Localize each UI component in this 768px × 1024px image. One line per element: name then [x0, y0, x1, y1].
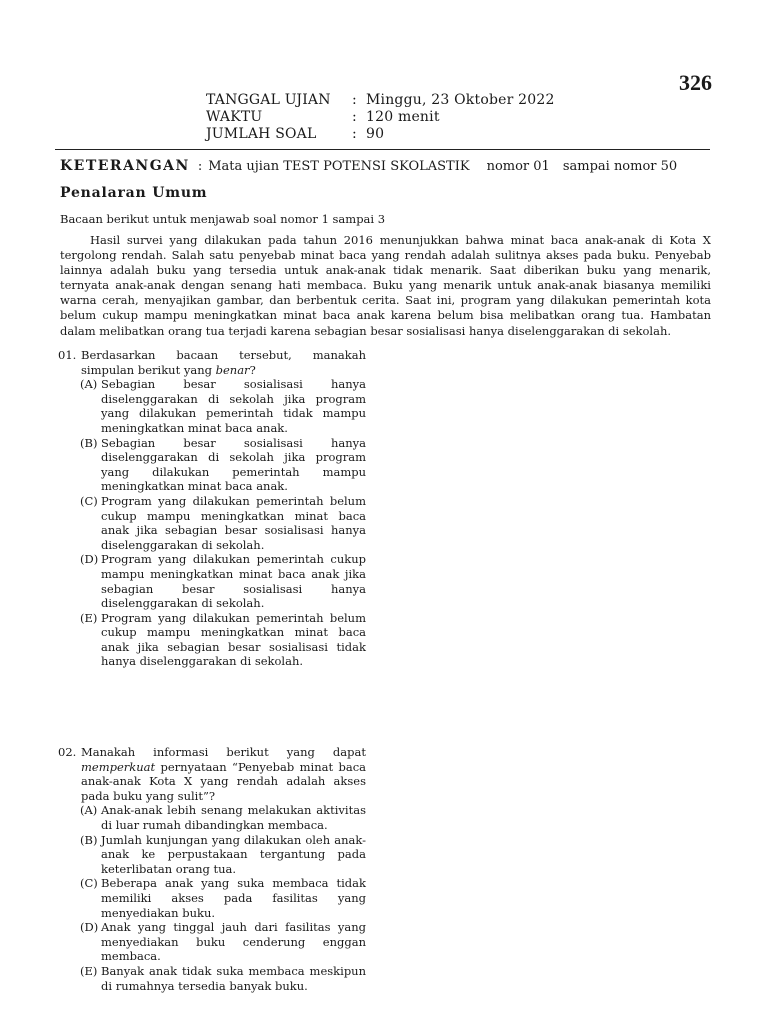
option-d[interactable] [80, 920, 366, 964]
keterangan-to: sampai nomor 50 [562, 159, 678, 174]
section-title: Penalaran Umum [60, 185, 208, 201]
option-letter: (E) [80, 610, 98, 625]
question-number: 02. [58, 745, 77, 759]
option-letter: (D) [80, 552, 99, 567]
option-c[interactable] [80, 494, 366, 552]
option-letter: (C) [80, 876, 98, 891]
option-text: Beberapa anak yang suka membaca tidak memiliki akses pada fasilitas yang menyediakan buku. [101, 876, 366, 920]
option-letter: (D) [80, 920, 99, 935]
option-b[interactable] [80, 833, 366, 877]
passage-intro: Bacaan berikut untuk menjawab soal nomor 1 sampai 3 [60, 212, 386, 226]
keterangan-subject: Mata ujian TEST POTENSI SKOLASTIK [208, 159, 470, 174]
option-d[interactable] [80, 552, 366, 610]
question-count-label: JUMLAH SOAL [206, 126, 317, 142]
question-emphasis: memperkuat [81, 759, 156, 774]
question-01 [58, 348, 366, 669]
question-number: 01. [58, 348, 77, 362]
question-text: Berdasarkan bacaan tersebut, manakah simpulan berikut yang benar? [81, 348, 366, 377]
exam-info-row-count [206, 126, 555, 143]
option-text: Program yang dilakukan pemerintah cukup mampu meningkatkan minat baca anak jika sebagian besar sosialisasi hanya diselenggarakan di sekolah. [101, 552, 366, 611]
option-text: Program yang dilakukan pemerintah belum cukup mampu meningkatkan minat baca anak jika sebagian besar sosialisasi tidak hanya diselenggarakan di sekolah. [101, 610, 366, 669]
exam-date-value: Minggu, 23 Oktober 2022 [366, 92, 555, 108]
option-c[interactable] [80, 876, 366, 920]
option-text: Anak-anak lebih senang melakukan aktivitas di luar rumah dibandingkan membaca. [101, 803, 366, 832]
header-divider [55, 149, 710, 150]
question-stem [58, 348, 366, 377]
colon: : [352, 92, 357, 108]
option-text: Anak yang tinggal jauh dari fasilitas yang menyediakan buku cenderung enggan membaca. [101, 920, 366, 964]
option-letter: (C) [80, 493, 98, 508]
question-stem [58, 745, 366, 803]
exam-info-row-time [206, 109, 555, 126]
option-letter: (B) [80, 832, 98, 847]
option-a[interactable] [80, 377, 366, 435]
question-02 [58, 745, 366, 993]
option-text: Jumlah kunjungan yang dilakukan oleh anak-anak ke perpustakaan tergantung pada keterlibatan orang tua. [101, 832, 366, 876]
keterangan-label: KETERANGAN [60, 158, 190, 174]
colon: : [352, 126, 357, 142]
page-number: 326 [679, 70, 712, 95]
option-e[interactable] [80, 611, 366, 669]
option-letter: (A) [80, 377, 98, 392]
colon: : [352, 109, 357, 125]
option-text: Sebagian besar sosialisasi hanya diselenggarakan di sekolah jika program yang dilakukan pemerintah tidak mampu meningkatkan minat baca anak. [101, 377, 366, 435]
exam-info-row-date [206, 92, 555, 109]
keterangan-from: nomor 01 [486, 159, 550, 174]
question-count-value: 90 [366, 126, 385, 142]
exam-info-table [206, 92, 555, 143]
option-letter: (E) [80, 963, 98, 978]
option-text: Program yang dilakukan pemerintah belum cukup mampu meningkatkan minat baca anak jika sebagian besar sosialisasi hanya diselenggarakan di sekolah. [101, 493, 366, 552]
exam-time-label: WAKTU [206, 109, 263, 125]
reading-passage: Hasil survei yang dilakukan pada tahun 2016 menunjukkan bahwa minat baca anak-anak di Kota X tergolong rendah. Salah satu penyebab minat baca yang rendah adalah sulitnya akses pada buku. Penyebab lainnya adalah buku yang tersedia untuk anak-anak tidak menarik. Saat diberikan buku yang menarik, ternyata anak-anak dengan senang hati membaca. Buku yang menarik untuk anak-anak biasanya memiliki warna cerah, menyajikan gambar, dan berbentuk cerita. Saat ini, program yang dilakukan pemerintah kota belum cukup mampu meningkatkan minat baca anak karena belum bisa melibatkan orang tua. Hambatan dalam melibatkan orang tua terjadi karena sebagian besar sosialisasi hanya diselenggarakan di sekolah. [60, 233, 711, 338]
option-letter: (A) [80, 803, 98, 818]
exam-date-label: TANGGAL UJIAN [206, 92, 331, 108]
colon: : [197, 159, 203, 174]
option-letter: (B) [80, 435, 98, 450]
option-text: Sebagian besar sosialisasi hanya diselenggarakan di sekolah jika program yang dilakukan pemerintah mampu meningkatkan minat baca anak. [101, 435, 366, 494]
option-b[interactable] [80, 436, 366, 494]
question-emphasis: benar [215, 362, 250, 377]
question-text: Manakah informasi berikut yang dapat memperkuat pernyataan “Penyebab minat baca anak-anak Kota X yang rendah adalah akses pada buku yang sulit”? [81, 745, 366, 803]
option-text: Banyak anak tidak suka membaca meskipun di rumahnya tersedia banyak buku. [101, 963, 366, 993]
option-e[interactable] [80, 964, 366, 993]
option-a[interactable] [80, 803, 366, 832]
exam-time-value: 120 menit [366, 109, 440, 125]
keterangan-line [60, 158, 677, 174]
